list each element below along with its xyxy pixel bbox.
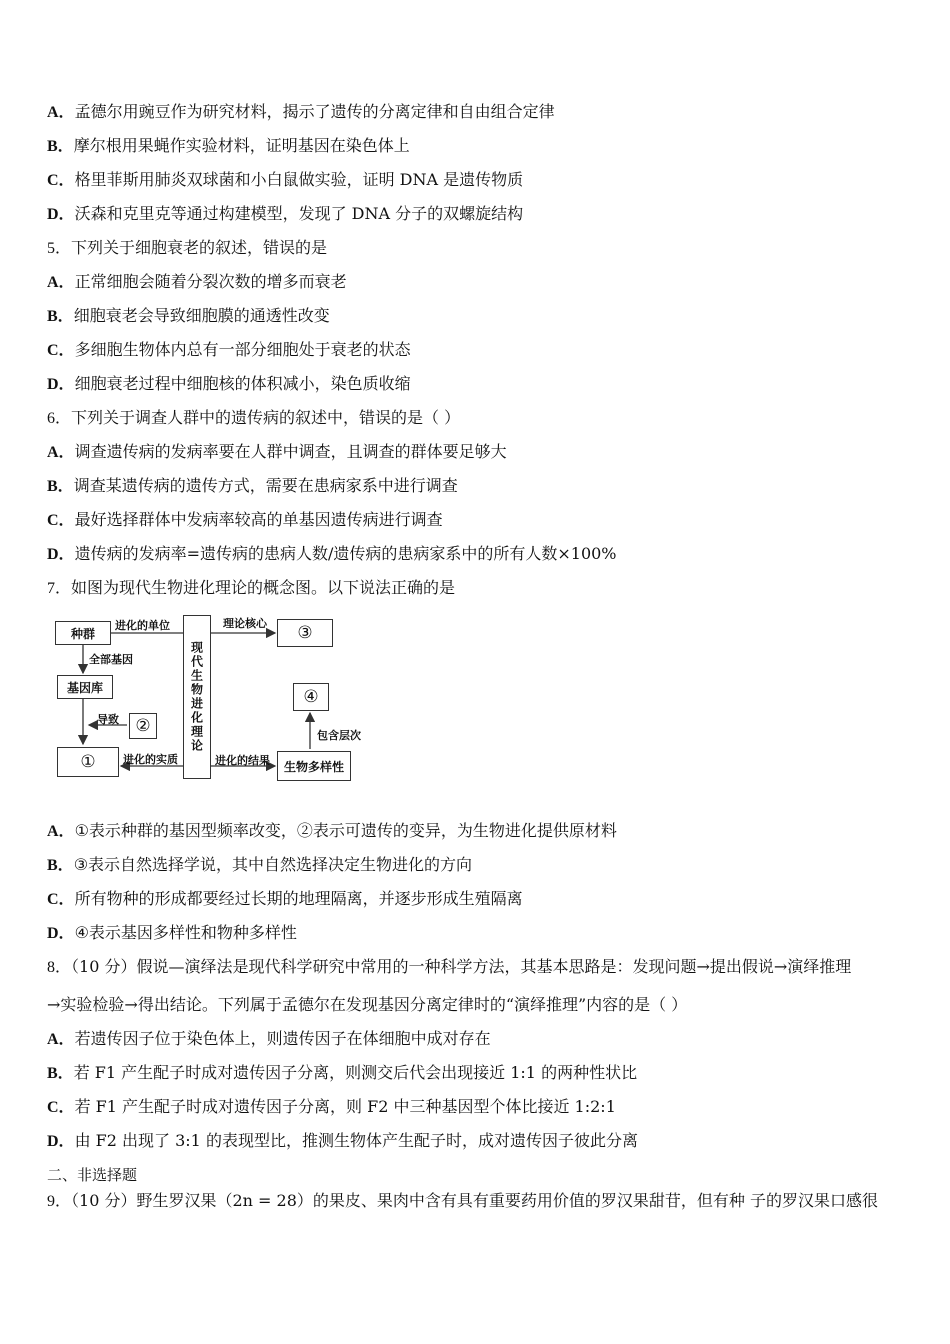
q7-stem: 7．如图为现代生物进化理论的概念图。以下说法正确的是: [47, 578, 456, 597]
concept-4-box: ④: [293, 683, 329, 711]
label-leads-to: 导致: [97, 713, 119, 726]
q7-option-a: A．①表示种群的基因型频率改变，②表示可遗传的变异，为生物进化提供原材料: [47, 821, 617, 840]
q8-option-a: A．若遗传因子位于染色体上，则遗传因子在体细胞中成对存在: [47, 1029, 491, 1048]
label-contains-levels: 包含层次: [317, 729, 361, 742]
label-evolution-result: 进化的结果: [215, 754, 270, 767]
q8-stem-line1: 8．（10 分）假说—演绎法是现代科学研究中常用的一种科学方法，其基本思路是：发现问题→提出假说→演绎推理: [47, 957, 852, 976]
q5-option-b: B．细胞衰老会导致细胞膜的通透性改变: [47, 306, 330, 325]
q7-option-c: C．所有物种的形成都要经过长期的地理隔离，并逐步形成生殖隔离: [47, 889, 523, 908]
q6-option-b: B．调查某遗传病的遗传方式，需要在患病家系中进行调查: [47, 476, 458, 495]
concept-3-box: ③: [277, 619, 333, 647]
evolution-concept-diagram: [55, 611, 375, 786]
section-heading: 二、非选择题: [47, 1166, 138, 1184]
q5-stem: 5．下列关于细胞衰老的叙述，错误的是: [47, 238, 328, 257]
q4-option-b: B．摩尔根用果蝇作实验材料，证明基因在染色体上: [47, 136, 410, 155]
q6-option-a: A．调查遗传病的发病率要在人群中调查，且调查的群体要足够大: [47, 442, 507, 461]
label-theory-core: 理论核心: [223, 617, 267, 630]
q4-option-a: A．孟德尔用豌豆作为研究材料，揭示了遗传的分离定律和自由组合定律: [47, 102, 555, 121]
label-all-genes: 全部基因: [89, 653, 133, 666]
q8-stem-line2: →实验检验→得出结论。下列属于孟德尔在发现基因分离定律时的“演绎推理”内容的是（ ）: [47, 995, 688, 1014]
label-evolution-essence: 进化的实质: [123, 753, 178, 766]
q8-option-c: C．若 F1 产生配子时成对遗传因子分离，则 F2 中三种基因型个体比接近 1:2:1: [47, 1097, 616, 1116]
q8-option-d: D．由 F2 出现了 3:1 的表现型比，推测生物体产生配子时，成对遗传因子彼此分离: [47, 1131, 638, 1150]
theory-box: 现代生物进化理论: [183, 615, 211, 779]
q5-option-a: A．正常细胞会随着分裂次数的增多而衰老: [47, 272, 347, 291]
q8-option-b: B．若 F1 产生配子时成对遗传因子分离，则测交后代会出现接近 1:1 的两种性状比: [47, 1063, 638, 1082]
label-evolution-unit: 进化的单位: [115, 619, 170, 632]
q6-option-c: C．最好选择群体中发病率较高的单基因遗传病进行调查: [47, 510, 443, 529]
q5-option-c: C．多细胞生物体内总有一部分细胞处于衰老的状态: [47, 340, 411, 359]
concept-1-box: ①: [57, 747, 119, 777]
q7-option-b: B．③表示自然选择学说，其中自然选择决定生物进化的方向: [47, 855, 473, 874]
population-box: 种群: [55, 621, 111, 645]
concept-2-box: ②: [129, 713, 157, 739]
q9-stem: 9．（10 分）野生罗汉果（2n = 28）的果皮、果肉中含有具有重要药用价值的罗汉果甜苷，但有种 子的罗汉果口感很: [47, 1191, 878, 1210]
q5-option-d: D．细胞衰老过程中细胞核的体积减小，染色质收缩: [47, 374, 411, 393]
q7-option-d: D．④表示基因多样性和物种多样性: [47, 923, 297, 942]
q6-option-d: D．遗传病的发病率=遗传病的患病人数/遗传病的患病家系中的所有人数×100%: [47, 544, 617, 563]
gene-pool-box: 基因库: [57, 675, 113, 699]
q4-option-c: C．格里菲斯用肺炎双球菌和小白鼠做实验，证明 DNA 是遗传物质: [47, 170, 524, 189]
q4-option-d: D．沃森和克里克等通过构建模型，发现了 DNA 分子的双螺旋结构: [47, 204, 524, 223]
biodiversity-box: 生物多样性: [277, 751, 351, 781]
q6-stem: 6．下列关于调查人群中的遗传病的叙述中，错误的是（ ）: [47, 408, 461, 427]
